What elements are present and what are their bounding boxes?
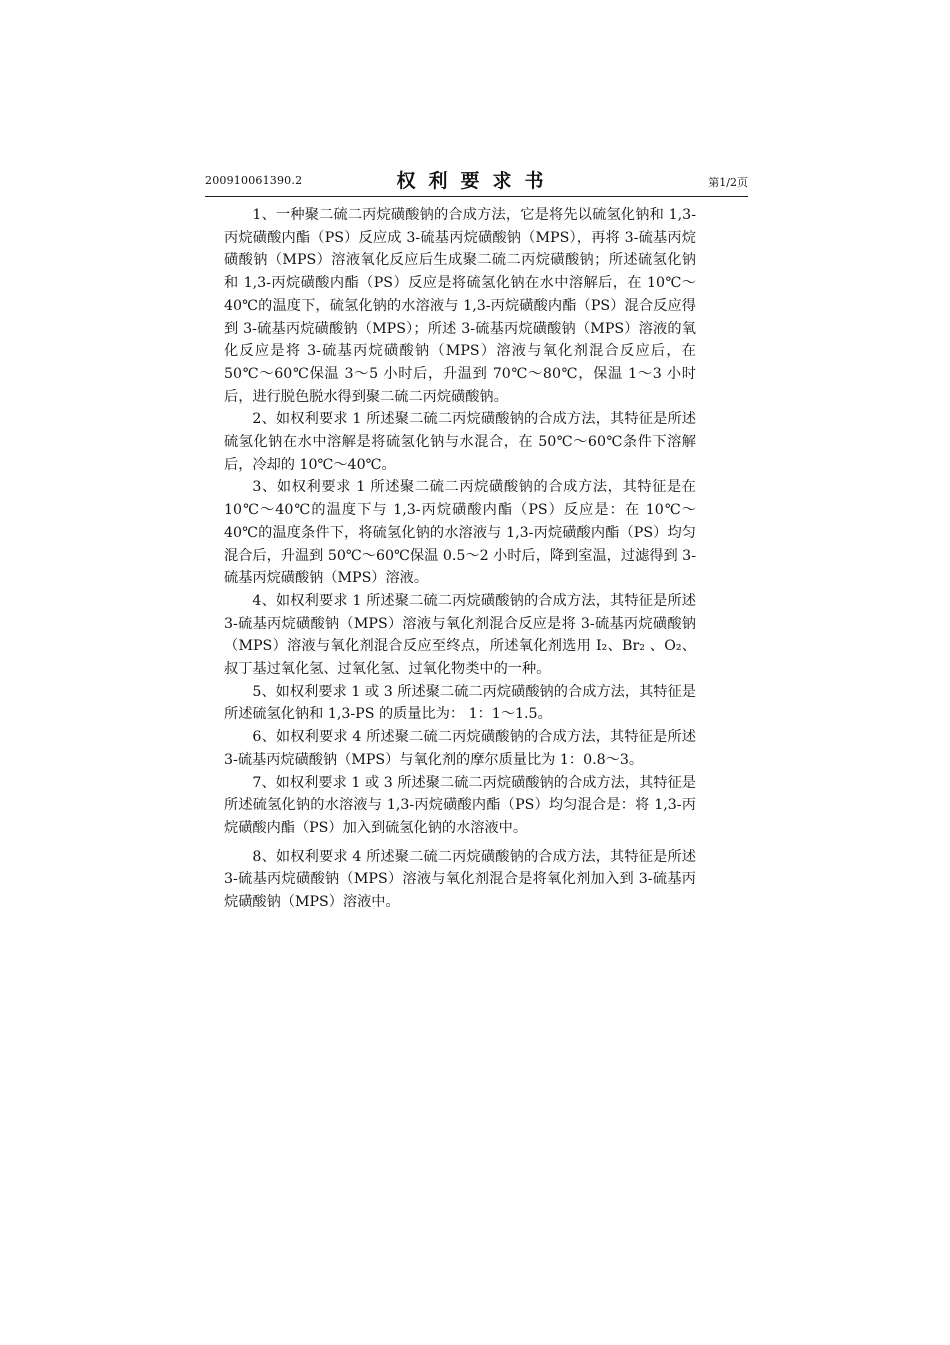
claims-body [224,204,696,914]
header-divider [205,196,748,197]
claim-5: 5、如权利要求 1 或 3 所述聚二硫二丙烷磺酸钠的合成方法，其特征是所述硫氢化钠和 1,3-PS 的质量比为： 1：1～1.5。 [224,683,696,723]
claim-7: 7、如权利要求 1 或 3 所述聚二硫二丙烷磺酸钠的合成方法，其特征是所述硫氢化钠的水溶液与 1,3-丙烷磺酸内酯（PS）均匀混合是：将 1,3-丙烷磺酸内酯（PS）加入到硫氢化钠的水溶液中。 [224,774,696,836]
claim-6: 6、如权利要求 4 所述聚二硫二丙烷磺酸钠的合成方法，其特征是所述 3-硫基丙烷磺酸钠（MPS）与氧化剂的摩尔质量比为 1：0.8～3。 [224,729,696,768]
claim-8: 8、如权利要求 4 所述聚二硫二丙烷磺酸钠的合成方法，其特征是所述 3-硫基丙烷磺酸钠（MPS）溶液与氧化剂混合是将氧化剂加入到 3-硫基丙烷磺酸钠（MPS）溶液中。 [224,848,696,911]
page-indicator: 第1/2页 [708,176,748,189]
page-header [205,166,748,196]
claim-1: 1、一种聚二硫二丙烷磺酸钠的合成方法，它是将先以硫氢化钠和 1,3-丙烷磺酸内酯（PS）反应成 3-硫基丙烷磺酸钠（MPS），再将 3-硫基丙烷磺酸钠（MPS）溶液氧化反应后生成聚二硫二丙烷磺酸钠；所述硫氢化钠和 1,3-丙烷磺酸内酯（PS）反应是将硫氢化钠在水中溶解后，在 10℃～40℃的温度下，硫氢化钠的水溶液与 1,3-丙烷磺酸内酯（PS）混合反应得到 3-硫基丙烷磺酸钠（MPS）；所述 3-硫基丙烷磺酸钠（MPS）溶液的氧化反应是将 3-硫基丙烷磺酸钠（MPS）溶液与氧化剂混合反应后，在 50℃～60℃保温 3～5 小时后，升温到 70℃～80℃，保温 1～3 小时后，进行脱色脱水得到聚二硫二丙烷磺酸钠。 [224,207,696,405]
document-title: 权利要求书 [396,170,557,192]
claim-4: 4、如权利要求 1 所述聚二硫二丙烷磺酸钠的合成方法，其特征是所述 3-硫基丙烷磺酸钠（MPS）溶液与氧化剂混合反应是将 3-硫基丙烷磺酸钠（MPS）溶液与氧化剂混合反应至终点，所述氧化剂选用 I₂、Br₂ 、O₂、叔丁基过氧化氢、过氧化氢、过氧化物类中的一种。 [224,592,696,678]
claim-3: 3、如权利要求 1 所述聚二硫二丙烷磺酸钠的合成方法，其特征是在 10℃～40℃的温度下与 1,3-丙烷磺酸内酯（PS）反应是：在 10℃～40℃的温度条件下，将硫氢化钠的水溶液与 1,3-丙烷磺酸内酯（PS）均匀混合后，升温到 50℃～60℃保温 0.5～2 小时后，降到室温，过滤得到 3-硫基丙烷磺酸钠（MPS）溶液。 [224,479,696,587]
application-number: 200910061390.2 [205,174,303,187]
claim-2: 2、如权利要求 1 所述聚二硫二丙烷磺酸钠的合成方法，其特征是所述硫氢化钠在水中溶解是将硫氢化钠与水混合，在 50℃～60℃条件下溶解后，冷却的 10℃～40℃。 [224,411,696,473]
